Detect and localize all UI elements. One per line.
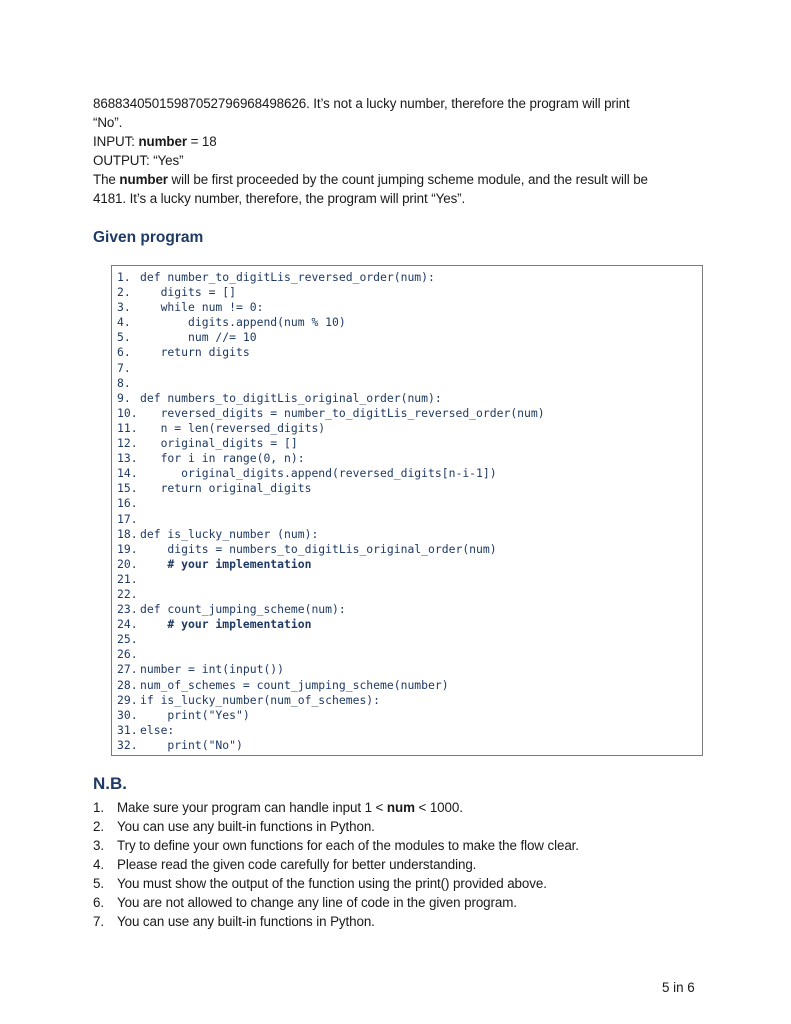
code-text: n = len(reversed_digits) (140, 420, 326, 435)
code-text: digits = numbers_to_digitLis_original_order(num) (140, 541, 497, 556)
explain-line-1 (93, 170, 703, 189)
code-line (117, 602, 702, 617)
explain-var: number (119, 172, 168, 187)
nb-item-text-pre: Please read the given code carefully for better understanding. (117, 857, 477, 872)
code-text: # your implementation (140, 556, 312, 571)
code-line (117, 512, 702, 527)
nb-item-text (117, 855, 476, 874)
code-text: if is_lucky_number(num_of_schemes): (140, 692, 381, 707)
code-text: original_digits = [] (140, 436, 298, 451)
line-number: 24. (117, 617, 138, 632)
code-text: def is_lucky_number (num): (140, 526, 319, 541)
code-text: num //= 10 (140, 330, 257, 345)
code-line (117, 496, 702, 511)
line-number: 4. (117, 315, 131, 330)
nb-item (93, 817, 703, 836)
nb-item (93, 893, 703, 912)
explain-pre: The (93, 172, 120, 187)
nb-item-text-pre: You must show the output of the function using the print() provided above. (117, 876, 547, 891)
code-line (117, 738, 702, 753)
code-text: # your implementation (140, 617, 312, 632)
code-line (117, 481, 702, 496)
nb-heading: N.B. (93, 774, 127, 793)
code-line (117, 345, 702, 360)
line-number: 23. (117, 602, 138, 617)
line-number: 16. (117, 496, 138, 511)
line-number: 15. (117, 481, 138, 496)
nb-item-text (117, 836, 579, 855)
code-text: for i in range(0, n): (140, 451, 305, 466)
code-text: def numbers_to_digitLis_original_order(num): (140, 390, 442, 405)
input-value: = 18 (186, 134, 217, 149)
code-text: while num != 0: (140, 300, 264, 315)
line-number: 9. (117, 390, 131, 405)
nb-item-number: 1. (93, 800, 104, 815)
code-line (117, 300, 702, 315)
code-line (117, 270, 702, 285)
code-line (117, 617, 702, 632)
code-text: num_of_schemes = count_jumping_scheme(number) (140, 677, 449, 692)
line-number: 28. (117, 677, 138, 692)
nb-item (93, 836, 703, 855)
code-text: def number_to_digitLis_reversed_order(num): (140, 270, 435, 284)
code-line (117, 451, 702, 466)
page-number: 5 in 6 (662, 980, 695, 995)
code-line (117, 587, 702, 602)
line-number: 19. (117, 541, 138, 556)
line-number: 13. (117, 451, 138, 466)
code-line (117, 572, 702, 587)
line-number: 27. (117, 662, 138, 677)
code-line (117, 527, 702, 542)
code-line (117, 647, 702, 662)
intro-line-1: 868834050159870527969684986​26. It’s not a lucky number, therefore the program will print (93, 96, 630, 111)
nb-item-number: 2. (93, 819, 104, 834)
code-line (117, 557, 702, 572)
line-number: 18. (117, 526, 138, 541)
line-number: 17. (117, 511, 138, 526)
line-number: 20. (117, 556, 138, 571)
code-line (117, 406, 702, 421)
input-line (93, 132, 703, 151)
nb-item (93, 874, 703, 893)
line-number: 5. (117, 330, 131, 345)
code-line (117, 542, 702, 557)
line-number: 30. (117, 707, 138, 722)
line-number: 32. (117, 737, 138, 752)
nb-item-number: 7. (93, 914, 104, 929)
code-line (117, 632, 702, 647)
code-line (117, 693, 702, 708)
code-line (117, 466, 702, 481)
code-text: reversed_digits = number_to_digitLis_reversed_order(num) (140, 405, 545, 420)
nb-item-number: 4. (93, 857, 104, 872)
nb-item-text-pre: You can use any built-in functions in Python. (117, 819, 375, 834)
code-line (117, 391, 702, 406)
line-number: 7. (117, 360, 131, 375)
line-number: 14. (117, 466, 138, 481)
line-number: 3. (117, 300, 131, 315)
code-line (117, 315, 702, 330)
nb-item (93, 912, 703, 931)
line-number: 29. (117, 692, 138, 707)
nb-item-text-pre: You can use any built-in functions in Python. (117, 914, 375, 929)
nb-list (93, 798, 703, 931)
code-text: return digits (140, 345, 250, 360)
code-line (117, 662, 702, 677)
nb-item-text (117, 817, 375, 836)
code-line (117, 361, 702, 376)
input-label: INPUT: (93, 134, 139, 149)
nb-item-text-pre: You are not allowed to change any line of code in the given program. (117, 895, 517, 910)
code-line (117, 723, 702, 738)
code-text: print("No") (140, 737, 243, 752)
line-number: 2. (117, 285, 131, 300)
nb-item-text-pre: Make sure your program can handle input 1 < (117, 800, 387, 815)
line-number: 26. (117, 647, 138, 662)
code-text: return original_digits (140, 481, 312, 496)
code-line (117, 376, 702, 391)
nb-item-number: 5. (93, 876, 104, 891)
code-text: else: (140, 722, 175, 737)
intro-line-2: “No”. (93, 115, 123, 130)
example-explanation (93, 94, 703, 208)
explain-line-2: 4181. It’s a lucky number, therefore, the program will print “Yes”. (93, 191, 466, 206)
nb-item-number: 3. (93, 838, 104, 853)
nb-item-text-post: < 1000. (414, 800, 463, 815)
line-number: 25. (117, 632, 138, 647)
nb-item-number: 6. (93, 895, 104, 910)
code-line (117, 708, 702, 723)
nb-item-keyword: num (386, 800, 415, 815)
code-text: digits.append(num % 10) (140, 315, 346, 330)
code-line (117, 421, 702, 436)
code-text: def count_jumping_scheme(num): (140, 602, 346, 617)
code-line (117, 330, 702, 345)
code-text: original_digits.append(reversed_digits[n-i-1]) (140, 466, 497, 481)
code-block (111, 265, 703, 756)
line-number: 12. (117, 436, 138, 451)
line-number: 22. (117, 586, 138, 601)
code-line (117, 436, 702, 451)
code-text: digits = [] (140, 285, 237, 300)
explain-post: will be first proceeded by the count jumping scheme module, and the result will be (167, 172, 648, 187)
nb-item-text (117, 798, 463, 817)
output-line: OUTPUT: “Yes” (93, 153, 184, 168)
nb-item (93, 798, 703, 817)
code-line (117, 285, 702, 300)
line-number: 21. (117, 571, 138, 586)
line-number: 8. (117, 375, 131, 390)
line-number: 31. (117, 722, 138, 737)
line-number: 11. (117, 420, 138, 435)
given-program-heading: Given program (93, 229, 204, 246)
nb-item-text (117, 874, 547, 893)
code-text: print("Yes") (140, 707, 250, 722)
code-line (117, 678, 702, 693)
line-number: 1. (117, 270, 131, 284)
nb-item-text (117, 912, 375, 931)
nb-item-text-pre: Try to define your own functions for each of the modules to make the flow clear. (117, 838, 579, 853)
code-text: number = int(input()) (140, 662, 285, 677)
nb-item (93, 855, 703, 874)
line-number: 10. (117, 405, 138, 420)
nb-item-text (117, 893, 517, 912)
line-number: 6. (117, 345, 131, 360)
input-var: number (138, 134, 187, 149)
